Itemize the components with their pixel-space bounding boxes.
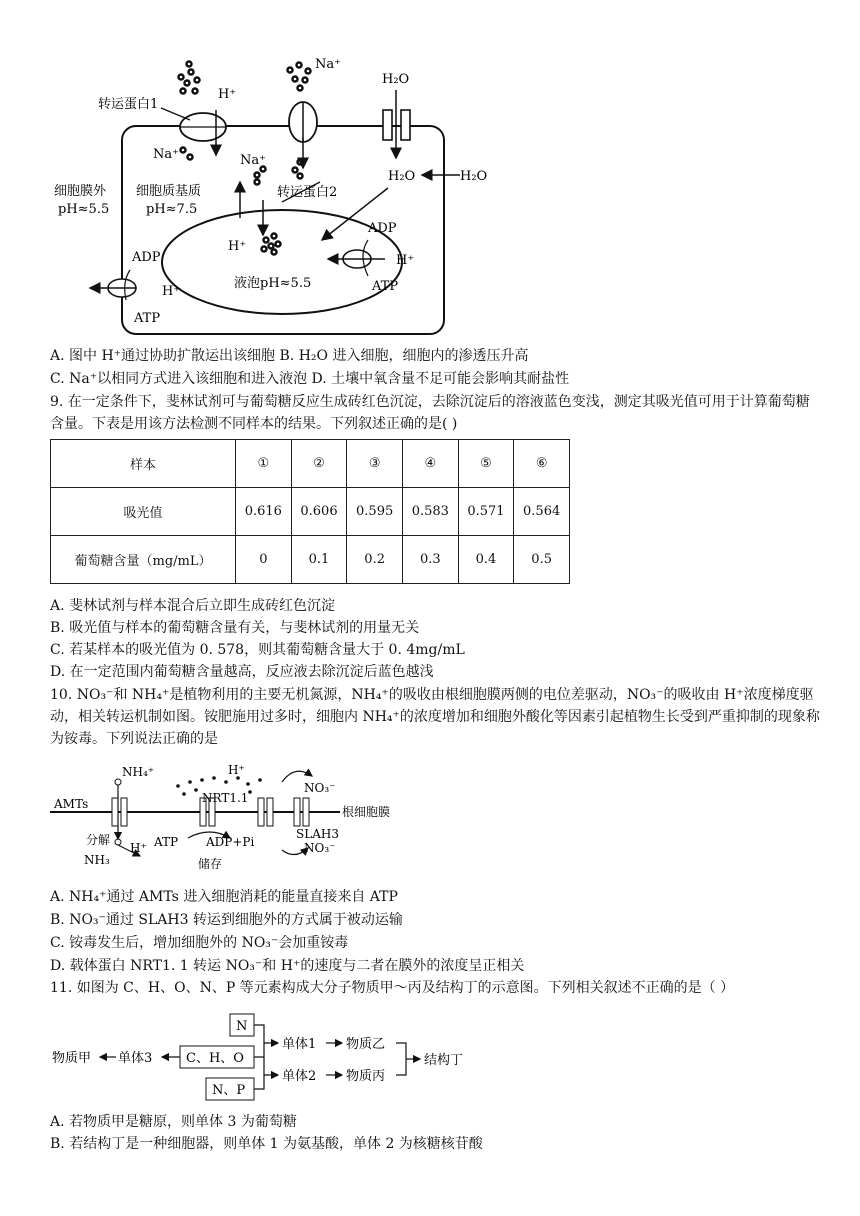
table-cell: ④ [402, 440, 458, 488]
q10-option-b: B. NO₃⁻通过 SLAH3 转运到细胞外的方式属于被动运输 [50, 912, 403, 928]
q10-option-d: D. 载体蛋白 NRT1. 1 转运 NO₃⁻和 H⁺的速度与二者在膜外的浓度呈正相关 [50, 958, 525, 974]
label-na-top: Na⁺ [315, 57, 341, 72]
label-na-left: Na⁺ [153, 147, 179, 162]
fig10-nh4: NH₄⁺ [122, 765, 155, 779]
fig10-no3-top: NO₃⁻ [304, 781, 336, 795]
q9-stem: 9. 在一定条件下，斐林试剂可与葡萄糖反应生成砖红色沉淀，去除沉淀后的溶液蓝色变浅，测定其吸光值可用于计算葡萄糖含量。下表是用该方法检测不同样本的结果。下列叙述正确的是( ) [50, 394, 810, 432]
table-cell: ⑥ [514, 440, 570, 488]
label-adp-right: ADP [368, 221, 397, 236]
macromolecule-figure [50, 1008, 510, 1103]
label-cytoplasm: 细胞质基质 [136, 184, 202, 199]
table-cell: ③ [347, 440, 403, 488]
table-cell: 0.583 [402, 488, 458, 536]
table-cell: 葡萄糖含量（mg/mL） [51, 536, 236, 584]
label-h2o-top: H₂O [382, 72, 410, 87]
fig11-yi: 物质乙 [346, 1037, 386, 1052]
table-cell: ① [236, 440, 292, 488]
label-transporter2: 转运蛋白2 [277, 185, 338, 200]
fig10-nrt: NRT1.1 [202, 791, 249, 805]
q10-option-c: C. 铵毒发生后，增加细胞外的 NO₃⁻会加重铵毒 [50, 935, 349, 951]
table-cell: 0 [236, 536, 292, 584]
table-row [51, 536, 570, 584]
label-adp-left: ADP [132, 250, 161, 265]
label-h-top: H⁺ [218, 87, 237, 102]
q8-option-line2: C. Na⁺以相同方式进入该细胞和进入液泡 D. 土壤中氧含量不足可能会影响其耐盐性 [50, 371, 570, 387]
table-row [51, 488, 570, 536]
table-cell: 0.4 [458, 536, 514, 584]
table-cell: 0.1 [291, 536, 347, 584]
label-h-right: H⁺ [396, 253, 415, 268]
fig10-no3-bottom: NO₃⁻ [304, 841, 336, 855]
q9-option-a: A. 斐林试剂与样本混合后立即生成砖红色沉淀 [50, 598, 336, 614]
fig10-adp-pi: ADP+Pi [206, 835, 255, 849]
table-cell: 0.2 [347, 536, 403, 584]
table-cell: 0.616 [236, 488, 292, 536]
q10-stem: 10. NO₃⁻和 NH₄⁺是植物利用的主要无机氮源，NH₄⁺的吸收由根细胞膜两侧的电位差驱动，NO₃⁻的吸收由 H⁺浓度梯度驱动，相关转运机制如图。铵肥施用过多时，细胞内 NH₄⁺的浓度增加和细胞外酸化等因素引起植物生长受到严重抑制的现象称为铵毒。下列说法正确的是 [50, 687, 820, 747]
q10-option-a: A. NH₄⁺通过 AMTs 进入细胞消耗的能量直接来自 ATP [50, 889, 398, 905]
label-extracellular-ph: pH≈5.5 [58, 202, 110, 217]
label-h2o-inside: H₂O [388, 169, 416, 184]
fig11-jia: 物质甲 [52, 1051, 92, 1066]
fig11-mono1: 单体1 [282, 1037, 317, 1052]
fig11-n: N [236, 1019, 248, 1034]
label-na-mid: Na⁺ [240, 153, 266, 168]
table-cell: 样本 [51, 440, 236, 488]
fig10-h-plus-in: H⁺ [130, 841, 147, 855]
label-transporter1: 转运蛋白1 [98, 97, 159, 112]
table-cell: ⑤ [458, 440, 514, 488]
fig11-bing: 物质丙 [346, 1069, 386, 1084]
label-extracellular: 细胞膜外 [54, 184, 107, 199]
label-h-left: H⁺ [162, 284, 181, 299]
fig11-np: N、P [212, 1083, 246, 1098]
table-cell: ② [291, 440, 347, 488]
table-cell: 吸光值 [51, 488, 236, 536]
table-cell: 0.571 [458, 488, 514, 536]
q8-option-line1: A. 图中 H⁺通过协助扩散运出该细胞 B. H₂O 进入细胞，细胞内的渗透压升高 [50, 348, 529, 364]
fig10-atp: ATP [154, 835, 179, 849]
fig10-storage: 储存 [198, 857, 223, 871]
fig10-h-plus: H⁺ [228, 763, 245, 777]
table-row [51, 440, 570, 488]
table-cell: 0.606 [291, 488, 347, 536]
cell-transport-figure [50, 50, 520, 340]
fig10-nh3: NH₃ [84, 853, 110, 867]
q11-option-a: A. 若物质甲是糖原，则单体 3 为葡萄糖 [50, 1114, 297, 1130]
label-h-vacuole: H⁺ [228, 239, 247, 254]
label-vacuole: 液泡pH≈5.5 [234, 276, 312, 291]
fig11-mono2: 单体2 [282, 1069, 317, 1084]
q9-results-table [50, 439, 570, 584]
fig10-decompose: 分解 [86, 833, 111, 847]
q11-option-b: B. 若结构丁是一种细胞器，则单体 1 为氨基酸，单体 2 为核糖核苷酸 [50, 1136, 483, 1152]
label-atp-right: ATP [372, 279, 399, 294]
label-cytoplasm-ph: pH≈7.5 [146, 202, 198, 217]
q9-option-b: B. 吸光值与样本的葡萄糖含量有关，与斐林试剂的用量无关 [50, 620, 420, 636]
fig10-amts: AMTs [54, 797, 89, 811]
label-atp-left: ATP [134, 311, 161, 326]
label-h2o-outside: H₂O [460, 169, 488, 184]
q9-option-c: C. 若某样本的吸光值为 0. 578，则其葡萄糖含量大于 0. 4mg/mL [50, 642, 465, 658]
table-cell: 0.3 [402, 536, 458, 584]
fig10-membrane: 根细胞膜 [342, 805, 391, 819]
aquaporin-shape [383, 110, 392, 140]
table-cell: 0.564 [514, 488, 570, 536]
q11-stem: 11. 如图为 C、H、O、N、P 等元素构成大分子物质甲～丙及结构丁的示意图。下列相关叙述不正确的是（ ） [50, 980, 735, 996]
fig11-mono3: 单体3 [118, 1051, 153, 1066]
table-cell: 0.5 [514, 536, 570, 584]
fig11-cho: C、H、O [186, 1051, 244, 1066]
root-membrane-figure [50, 760, 410, 875]
fig11-ding: 结构丁 [424, 1053, 464, 1068]
table-cell: 0.595 [347, 488, 403, 536]
fig10-slah3: SLAH3 [296, 827, 339, 841]
q9-option-d: D. 在一定范围内葡萄糖含量越高，反应液去除沉淀后蓝色越浅 [50, 664, 434, 680]
